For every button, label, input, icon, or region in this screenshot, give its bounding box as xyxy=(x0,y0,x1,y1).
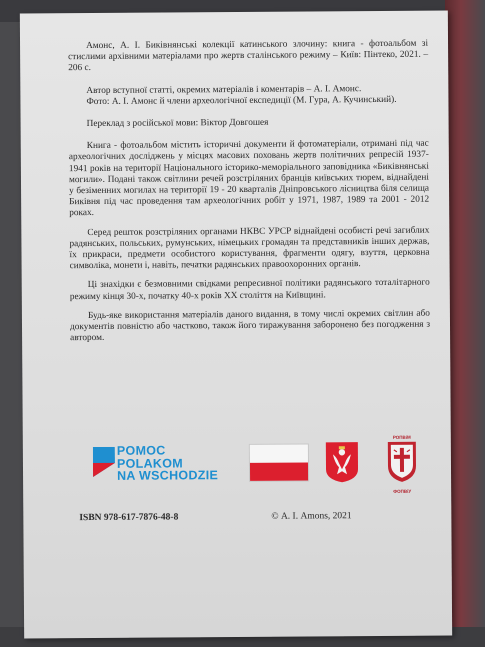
credits-block xyxy=(68,83,428,108)
organization-emblem xyxy=(385,435,419,493)
isbn-number: ISBN 978-617-7876-48-8 xyxy=(79,512,179,524)
polish-flag xyxy=(249,443,309,481)
author-credit: Автор вступної статті, окремих матеріалів і коментарів – А. І. Амонс. xyxy=(86,83,362,96)
imprint-footer xyxy=(79,511,379,524)
copyright-notice: Будь-яке використання матеріалів даного видання, в тому числі окремих світлин або документів повністю або частково, також його тиражування заборонено без погодження з автором. xyxy=(69,308,431,344)
annotation-block xyxy=(69,139,430,345)
shield-cross-icon xyxy=(385,440,419,484)
book-page xyxy=(20,11,452,639)
pomoc-arrow-icon xyxy=(93,447,115,477)
annotation-paragraph-2: Серед решток розстріляних органами НКВС УРСР віднайдені особисті речі загиблих радянських, польських, румунських, німецьких громадян та представників інших держав, їх прикраси, предмети особистого користування, фрагменти одягу, взуття, церковна символіка, монети і, навіть, печатки радянських правоохоронних органів. xyxy=(69,225,430,272)
pomoc-polakom-logo xyxy=(93,440,243,485)
annotation-paragraph-3: Ці знахідки є безмовними свідками репресивної політики радянського тоталітарного режиму кінця 30-х, початку 40-х років ХХ століття на Київщині. xyxy=(69,278,430,302)
emblem-bottom-label: ФОПВіУ xyxy=(393,488,412,494)
pomoc-line-1: POMOC xyxy=(116,443,166,458)
pomoc-line-3: NA WSCHODZIE xyxy=(117,468,219,483)
emblem-top-label: РОПВіМ xyxy=(392,434,411,440)
polish-eagle-emblem-icon xyxy=(325,441,359,483)
bibliographic-entry: Амонс, А. І. Биківнянські колекції катинського злочину: книга - фотоальбом зі стислими архівними матеріалами про жертв сталінського режиму – Київ: Пінтеко, 2021. – 206 с. xyxy=(68,38,429,74)
annotation-paragraph-1: Книга - фотоальбом містить історичні документи й фотоматеріали, отримані під час археологічних досліджень у місцях масових поховань жертв політичних репресій 1937-1941 років на території Національного історико-меморіального заповідника «Биківнянські могили». Подані також світлини речей розстріляних бранців київських тюрем, віднайдені у безіменних могилах на території 19 - 20 кварталів Дніпровського лісництва біля селища Биківня під час проведення там археологічних робіт у 1971, 1987, 1989 та 2001 - 2012 роках. xyxy=(68,138,430,219)
pomoc-line-2: POLAKOM xyxy=(116,455,184,471)
page-content xyxy=(68,39,430,353)
copyright-line: © А. І. Amons, 2021 xyxy=(271,511,352,522)
flag-red-stripe xyxy=(250,463,308,481)
flag-white-stripe xyxy=(250,445,308,463)
photo-credit: Фото: А. І. Амонс й члени археологічної експедиції (М. Гура, А. Кучинський). xyxy=(86,94,397,107)
translation-credit: Переклад з російської мови: Віктор Довгошея xyxy=(86,117,269,130)
pomoc-logo-text xyxy=(117,444,218,482)
sponsor-logos xyxy=(93,435,433,497)
